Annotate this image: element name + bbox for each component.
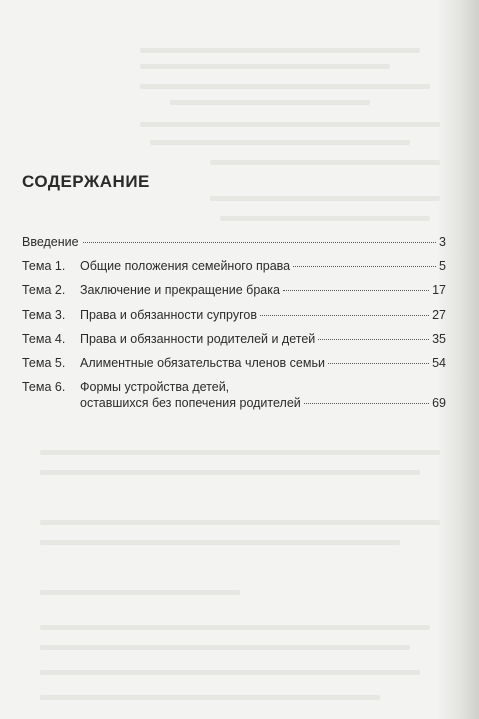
toc-page-number: 27 xyxy=(432,308,446,322)
toc-topic-label: Тема 2. xyxy=(22,283,66,297)
toc-entry-title: Права и обязанности супругов xyxy=(80,308,257,322)
toc-page-number: 3 xyxy=(439,235,446,249)
toc-entry-title: Заключение и прекращение брака xyxy=(80,283,280,297)
contents-heading: СОДЕРЖАНИЕ xyxy=(22,172,150,191)
toc-entry-title-line-2: оставшихся без попечения родителей xyxy=(80,396,301,410)
toc-topic-label: Тема 5. xyxy=(22,356,66,370)
toc-topic-label: Тема 6. xyxy=(22,380,66,394)
toc-page-number: 54 xyxy=(432,356,446,370)
dot-leader xyxy=(260,315,429,316)
toc-page-number: 5 xyxy=(439,259,446,273)
toc-entry-title-line-1: Формы устройства детей, xyxy=(80,380,230,394)
toc-topic-label: Тема 3. xyxy=(22,308,66,322)
toc-entry-title: Общие положения семейного права xyxy=(80,259,291,273)
dot-leader xyxy=(318,339,429,340)
dot-leader xyxy=(304,403,429,404)
toc-entry-title: Права и обязанности родителей и детей xyxy=(80,332,316,346)
dot-leader xyxy=(283,290,429,291)
toc-entry-intro[interactable] xyxy=(22,234,446,250)
toc-page-number: 17 xyxy=(432,283,446,297)
dot-leader xyxy=(293,266,436,267)
toc-page-number: 69 xyxy=(432,396,446,410)
toc-page-number: 35 xyxy=(432,332,446,346)
toc-topic-label: Тема 4. xyxy=(22,332,66,346)
toc-entry-title: Алиментные обязательства членов семьи xyxy=(80,356,325,370)
dot-leader xyxy=(328,363,429,364)
toc-topic-label: Тема 1. xyxy=(22,259,66,273)
dot-leader xyxy=(83,242,436,243)
toc-entry-title: Введение xyxy=(22,235,79,249)
